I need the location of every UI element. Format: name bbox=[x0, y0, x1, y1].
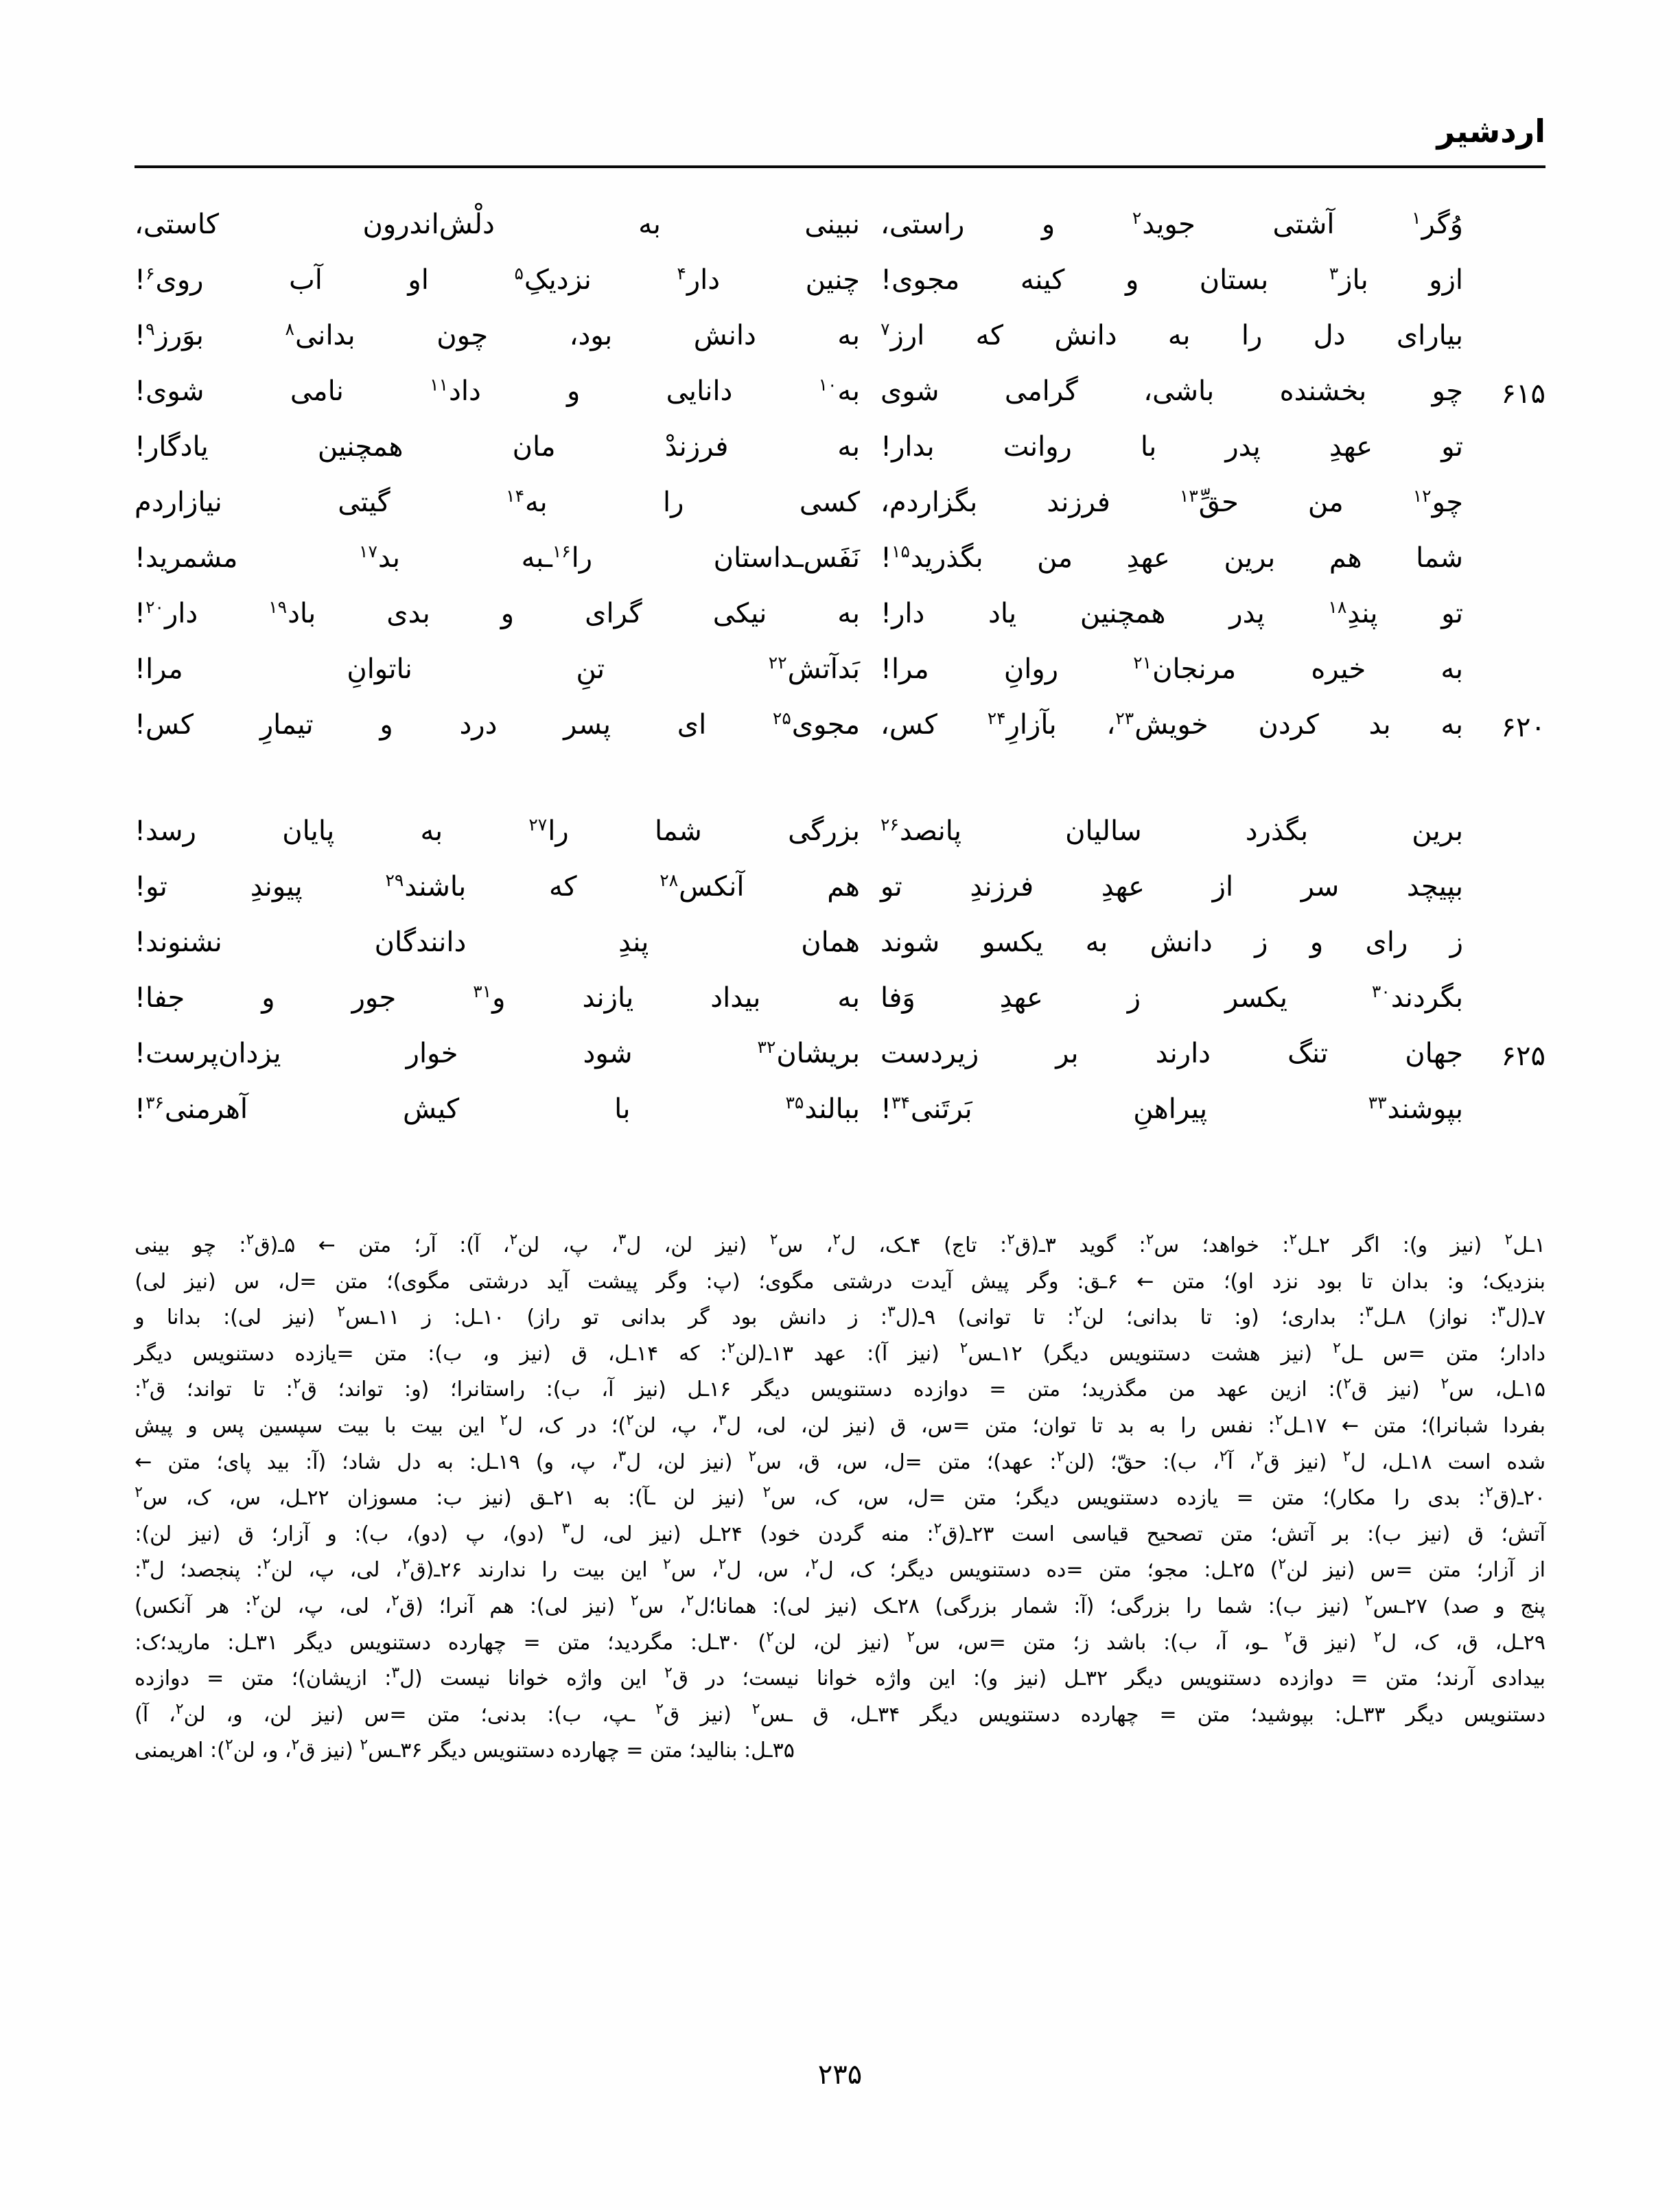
verse-text: به فرزندْ مان همچنین یادگار! bbox=[135, 431, 860, 463]
verse-number: ۶۲۰ bbox=[1501, 712, 1545, 743]
apparatus-line-text: ۱ـل$^۲$ (نیز و): اگر ۲ـل$^۲$: خواهد؛ س$^۲$: گوید ۳ـ(ق$^۲$: تاج) ۴ـک، ل$^۲$، س$^۲$ (نیز لن، ل$^۳$، پ، لن$^۲$، آ): آر؛ متن ← ۵ـ(ق$^۲$: چو بینی bbox=[135, 1231, 1545, 1257]
verse-number: ۶۱۵ bbox=[1501, 378, 1545, 410]
verse-text: بیارای دل را به دانش که ارز$^۷$ bbox=[880, 318, 1463, 351]
folio-number: ۲۳۵ bbox=[817, 2059, 863, 2091]
apparatus-line bbox=[135, 1231, 1545, 1272]
couplet-row bbox=[135, 317, 1545, 373]
verse-text: به$^{۱۰}$ دانایی و داد$^{۱۱}$ نامی شوی! bbox=[135, 374, 860, 407]
couplet-row bbox=[135, 706, 1545, 762]
verse-text: چنین دار$^۴$ نزدیکِ$^۵$ او آب روی$^۶$! bbox=[135, 263, 860, 296]
verse-text: وُگر$^۱$ آشتی جوید$^۲$ و راستی، bbox=[880, 207, 1463, 240]
apparatus-line bbox=[135, 1303, 1545, 1344]
couplet-row bbox=[135, 428, 1545, 484]
verse-text: شما هم برین عهدِ من بگذرید$^{۱۵}$! bbox=[880, 541, 1463, 574]
page-header bbox=[135, 115, 1545, 181]
apparatus-line bbox=[135, 1520, 1545, 1561]
apparatus-line bbox=[135, 1484, 1545, 1524]
verse-text: جهان تنگ دارند بر زیردست bbox=[880, 1038, 1463, 1069]
verse-text: نَفَس‌ـداستان را$^{۱۶}$ـبه بد$^{۱۷}$ مشمرید! bbox=[135, 541, 860, 574]
verse-text: بگردند$^{۳۰}$ یکسر ز عهدِ وَفا bbox=[880, 981, 1463, 1014]
apparatus-line bbox=[135, 1447, 1545, 1489]
couplet-row bbox=[135, 924, 1545, 979]
verse-text: به نیکی گرای و بدی باد$^{۱۹}$ دار$^{۲۰}$! bbox=[135, 596, 860, 629]
stanza bbox=[135, 206, 1545, 762]
verse-text: به بیداد یازند و$^{۳۱}$ جور و جفا! bbox=[135, 981, 860, 1014]
verse-text: به بد کردن خویش$^{۲۳}$، بآزارِ$^{۲۴}$ کس، bbox=[880, 708, 1463, 741]
couplet-row bbox=[135, 539, 1545, 595]
verse-text: به دانش بود، چون بدانی$^۸$ بوَرز$^۹$! bbox=[135, 318, 860, 351]
apparatus-line bbox=[135, 1556, 1545, 1596]
verse-text: برین بگذرد سالیان پانصد$^{۲۶}$ bbox=[880, 814, 1463, 847]
verse-text: ازو باز$^۳$ بستان و کینه مجوی! bbox=[880, 263, 1463, 296]
apparatus-line-text: دستنویس دیگر ۳۳ـل: بپوشید؛ متن = چهارده دستنویس دیگر ۳۴ـل، ق ـس$^۲$ (نیز ق$^۲$ ـپ، ب): بدنی؛ متن =س (نیز لن، و، لن$^۲$، آ) bbox=[135, 1700, 1545, 1727]
verse-text: ز رای و ز دانش به یکسو شوند bbox=[880, 927, 1463, 958]
apparatus-line-text: ۲۰ـ(ق$^۲$: بدی را مکار)؛ متن = یازده دستنویس دیگر؛ متن =ل، س، ک، س$^۲$ (نیز لن ـآ): به ۲۱ـق (نیز ب: مسوزان ۲۲ـل، س، ک، س$^۲$ bbox=[135, 1484, 1545, 1511]
couplet-row bbox=[135, 1035, 1545, 1091]
poetry-body bbox=[135, 206, 1545, 1150]
apparatus-line bbox=[135, 1375, 1545, 1416]
apparatus-line bbox=[135, 1411, 1545, 1452]
apparatus-line-text: از آزار؛ متن =س (نیز لن$^۲$) ۲۵ـل: مجو؛ متن =ده دستنویس دیگر؛ ک، ل$^۲$، س، ل$^۲$، س$^۲$ این بیت را ندارند ۲۶ـ(ق$^۲$، لی، پ، لن$^۲$: پنجصد؛ ل$^۳$: bbox=[135, 1556, 1545, 1583]
verse-text: بَدآتش$^{۲۲}$ تنِ ناتوانِ مرا! bbox=[135, 652, 860, 685]
apparatus-line-text: ۱۵ـل، س$^۲$ (نیز ق$^۲$): ازین عهد من مگذرید؛ متن = دوازده دستنویس دیگر ۱۶ـل (نیز آ، ب): راستانرا؛ (و: تواند؛ ق$^۲$: تا تواند؛ ق$^۲$: bbox=[135, 1375, 1545, 1402]
stanza bbox=[135, 813, 1545, 1146]
verse-number: ۶۲۵ bbox=[1501, 1040, 1545, 1072]
couplet-row bbox=[135, 979, 1545, 1035]
apparatus-line bbox=[135, 1592, 1545, 1633]
verse-text: چو$^{۱۲}$ من حقِّ$^{۱۳}$ فرزند بگزاردم، bbox=[880, 485, 1463, 518]
verse-text: هم آنکس$^{۲۸}$ که باشند$^{۲۹}$ پیوندِ تو! bbox=[135, 870, 860, 903]
verse-text: همان پندِ دانندگان نشنوند! bbox=[135, 927, 860, 958]
verse-text: تو عهدِ پدر با روانت بدار! bbox=[880, 431, 1463, 463]
apparatus-line-text: شده است ۱۸ـل، ل$^۲$ (نیز ق$^۲$، آ$^۲$، ب): حقّ؛ (لن$^۲$: عهد)؛ متن =ل، س، ق، س$^۲$ (نیز لن، ل$^۳$، پ، و) ۱۹ـل: به دل شاد؛ (آ: بید پای؛ متن ← bbox=[135, 1447, 1545, 1474]
apparatus-line-text: پنج و صد) ۲۷ـس$^۲$ (نیز ب): شما را بزرگی؛ (آ: شمار بزرگی) ۲۸ـک (نیز لی): همانا؛ل$^۲$، س$^۲$ (نیز لی): هم آنرا؛ (ق$^۲$، لی، پ، لن$^۲$: هر آنکس) bbox=[135, 1592, 1545, 1618]
couplet-row bbox=[135, 373, 1545, 428]
verse-text: بریشان$^{۳۲}$ شود خوار یزدان‌پرست! bbox=[135, 1036, 860, 1069]
critical-apparatus bbox=[135, 1231, 1545, 1777]
verse-text: نبینی به دلْش‌اندرون کاستی، bbox=[135, 209, 860, 240]
apparatus-line-text: ۷ـ(ل$^۳$: نواز) ۸ـل$^۳$: بداری؛ (و: تا بدانی؛ لن$^۲$: تا توانی) ۹ـ(ل$^۳$: ز دانش بود گر بدانی تو راز) ۱۰ـل: ز ۱۱ـس$^۲$ (نیز لی): بدانا و bbox=[135, 1303, 1545, 1330]
apparatus-line bbox=[135, 1700, 1545, 1741]
apparatus-line-text: بنزدیک؛ و: بدان تا بود نزد او)؛ متن ← ۶ـق: وگر پیش آیدت درشتی مگوی؛ (پ: وگر پیشت آید درشتی مگوی)؛ متن =ل، س (نیز لی) bbox=[135, 1269, 1545, 1294]
apparatus-line bbox=[135, 1736, 1545, 1777]
couplet-row bbox=[135, 261, 1545, 317]
verse-text: به خیره مرنجان$^{۲۱}$ روانِ مرا! bbox=[880, 652, 1463, 685]
couplet-row bbox=[135, 813, 1545, 868]
couplet-row bbox=[135, 206, 1545, 261]
apparatus-line bbox=[135, 1339, 1545, 1380]
page-title: اردشیر bbox=[1436, 113, 1545, 150]
verse-text: تو پندِ$^{۱۸}$ پدر همچنین یاد دار! bbox=[880, 596, 1463, 629]
couplet-row bbox=[135, 1091, 1545, 1146]
couplet-row bbox=[135, 868, 1545, 924]
verse-text: ببالند$^{۳۵}$ با کیش آهرمنی$^{۳۶}$! bbox=[135, 1092, 860, 1125]
apparatus-line-text: بفردا شبانرا)؛ متن ← ۱۷ـل$^۲$: نفس را به بد تا توان؛ متن =س، ق (نیز لن، لی، ل$^۳$، پ، لن$^۲$)؛ در ک، ل$^۲$ این بیت با بیت سپسین پس و پیش bbox=[135, 1411, 1545, 1438]
apparatus-line bbox=[135, 1269, 1545, 1308]
couplet-row bbox=[135, 651, 1545, 706]
verse-text: چو بخشنده باشی، گرامی شوی bbox=[880, 375, 1463, 407]
header-divider bbox=[135, 165, 1545, 168]
verse-text: مجوی$^{۲۵}$ ای پسر درد و تیمارِ کس! bbox=[135, 708, 860, 741]
couplet-row bbox=[135, 595, 1545, 651]
apparatus-line bbox=[135, 1628, 1545, 1669]
apparatus-line-text: بیدادی آرند؛ متن = دوازده دستنویس دیگر ۳۲ـل (نیز و): این واژه خوانا نیست؛ در ق$^۲$ این واژه خوانا نیست (ل$^۳$: ازیشان)؛ متن = دوازده bbox=[135, 1664, 1545, 1691]
apparatus-line-text: آتش؛ ق (نیز ب): بر آتش؛ متن تصحیح قیاسی است ۲۳ـ(ق$^۲$: منه گردن خود) ۲۴ـل (نیز لی، ل$^۳$ (دو)، پ (دو)، ب): و آزار؛ ق (نیز لن): bbox=[135, 1520, 1545, 1546]
apparatus-line-text: ۳۵ـل: بنالید؛ متن = چهارده دستنویس دیگر ۳۶ـس$^۲$ (نیز ق$^۲$، و، لن$^۲$): اهریمنی bbox=[135, 1736, 795, 1763]
apparatus-line-text: دادار؛ متن =س ـل$^۲$ (نیز هشت دستنویس دیگر) ۱۲ـس$^۲$ (نیز آ): عهد ۱۳ـ(لن$^۲$: که ۱۴ـل، ق (نیز و، ب): متن =یازده دستنویس دیگر bbox=[135, 1339, 1545, 1366]
apparatus-line-text: ۲۹ـل، ق، ک، ل$^۲$ (نیز ق$^۲$ ـو، آ، ب): باشد ز؛ متن =س، س$^۲$ (نیز لن، لن$^۲$) ۳۰ـل: مگردید؛ متن = چهارده دستنویس دیگر ۳۱ـل: مارید؛ک: bbox=[135, 1628, 1545, 1655]
verse-text: کسی را به$^{۱۴}$ گیتی نیازاردم bbox=[135, 485, 860, 518]
verse-text: بپوشند$^{۳۳}$ پیراهنِ بَرتَنی$^{۳۴}$! bbox=[880, 1092, 1463, 1125]
verse-text: بزرگی شما را$^{۲۷}$ به پایان رسد! bbox=[135, 814, 860, 847]
verse-text: بپیچد سر از عهدِ فرزندِ تو bbox=[880, 871, 1463, 903]
couplet-row bbox=[135, 484, 1545, 539]
apparatus-line bbox=[135, 1664, 1545, 1705]
